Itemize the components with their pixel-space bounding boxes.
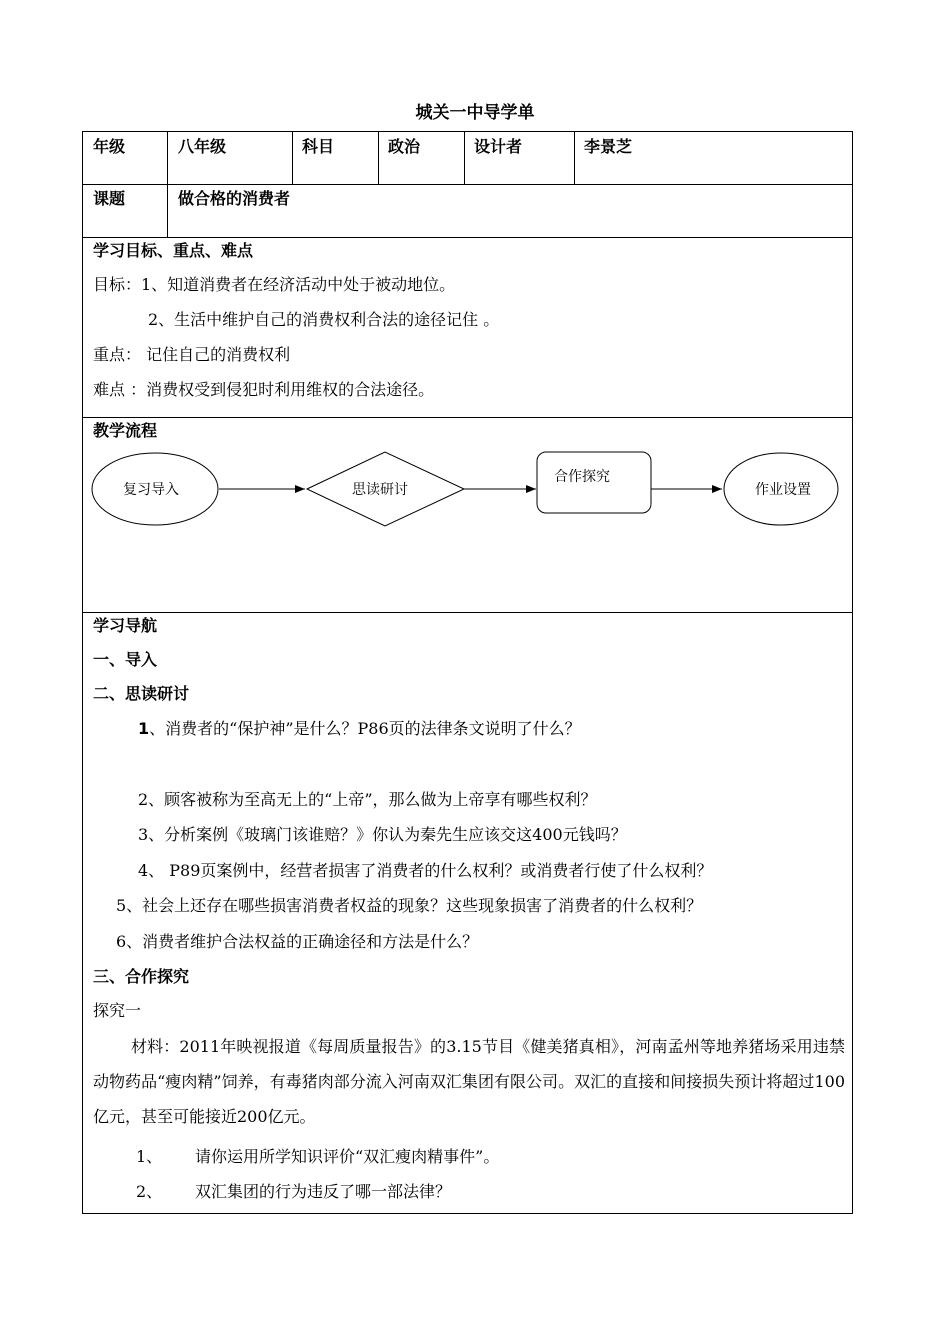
column-divider [574, 132, 575, 184]
question-1-text: 、消费者的“保护神”是什么？P86页的法律条文说明了什么？ [149, 719, 581, 738]
subject-value: 政治 [388, 137, 421, 156]
material-paragraph: 材料：2011年映视报道《每周质量报告》的3.15节目《健美猪真相》，河南孟州等地养猪场采用违禁动物药品“瘦肉精”饲养，有毒猪肉部分流入河南双汇集团有限公司。双汇的直接和间接损失预计将超过100亿元，甚至可能接近200亿元。 [93, 1037, 845, 1126]
grade-label: 年级 [93, 137, 126, 156]
key-point: 重点： 记住自己的消费权利 [93, 345, 291, 364]
difficulty: 难点 ：消费权受到侵犯时利用维权的合法途径。 [93, 380, 435, 399]
question-4: 4、 P89页案例中，经营者损害了消费者的什么权利？或消费者行使了什么权利？ [138, 861, 713, 880]
question-6: 6、消费者维护合法权益的正确途径和方法是什么？ [116, 932, 479, 951]
section-inquiry: 三、合作探究 [93, 967, 190, 986]
task-1-text: 请你运用所学知识评价“双汇瘦肉精事件”。 [195, 1147, 500, 1166]
column-divider [464, 132, 465, 184]
section-intro: 一、导入 [93, 650, 158, 669]
flow-heading: 教学流程 [93, 421, 158, 440]
column-divider [378, 132, 379, 184]
designer-value: 李景芝 [584, 137, 633, 156]
document-title: 城关一中导学单 [415, 103, 535, 123]
flow-step-1-label: 复习导入 [123, 482, 179, 498]
inquiry-label: 探究一 [93, 1001, 142, 1020]
topic-label: 课题 [93, 189, 126, 208]
section-reading: 二、思读研讨 [93, 684, 190, 703]
flow-step-3-label: 合作探究 [554, 469, 610, 485]
guide-heading: 学习导航 [93, 616, 158, 635]
question-3: 3、分析案例《玻璃门该谁赔？》你认为秦先生应该交这400元钱吗？ [138, 825, 627, 844]
question-2: 2、顾客被称为至高无上的“上帝”，那么做为上帝享有哪些权利？ [138, 790, 597, 809]
flow-step-2-label: 思读研讨 [352, 482, 408, 498]
question-5: 5、社会上还存在哪些损害消费者权益的现象？这些现象损害了消费者的什么权利？ [116, 896, 703, 915]
task-2-number: 2、 [136, 1182, 163, 1201]
goal-1: 目标：1、知道消费者在经济活动中处于被动地位。 [93, 275, 456, 294]
row-divider [83, 237, 852, 238]
flow-step-4-label: 作业设置 [755, 482, 811, 498]
goal-2: 2、生活中维护自己的消费权利合法的途径记住 。 [148, 310, 500, 329]
study-sheet-table [82, 131, 853, 1214]
question-1 [138, 719, 581, 739]
subject-label: 科目 [302, 137, 335, 156]
column-divider [292, 132, 293, 184]
row-divider [83, 612, 852, 613]
designer-label: 设计者 [474, 137, 523, 156]
column-divider [167, 132, 168, 237]
flow-diagram [83, 442, 852, 552]
task-2-text: 双汇集团的行为违反了哪一部法律？ [195, 1182, 452, 1201]
grade-value: 八年级 [178, 137, 227, 156]
row-divider [83, 184, 852, 185]
row-divider [83, 417, 852, 418]
topic-value: 做合格的消费者 [178, 189, 291, 208]
task-1-number: 1、 [136, 1147, 163, 1166]
question-1-number: 1 [138, 719, 150, 738]
goals-heading: 学习目标、重点、难点 [93, 241, 254, 260]
